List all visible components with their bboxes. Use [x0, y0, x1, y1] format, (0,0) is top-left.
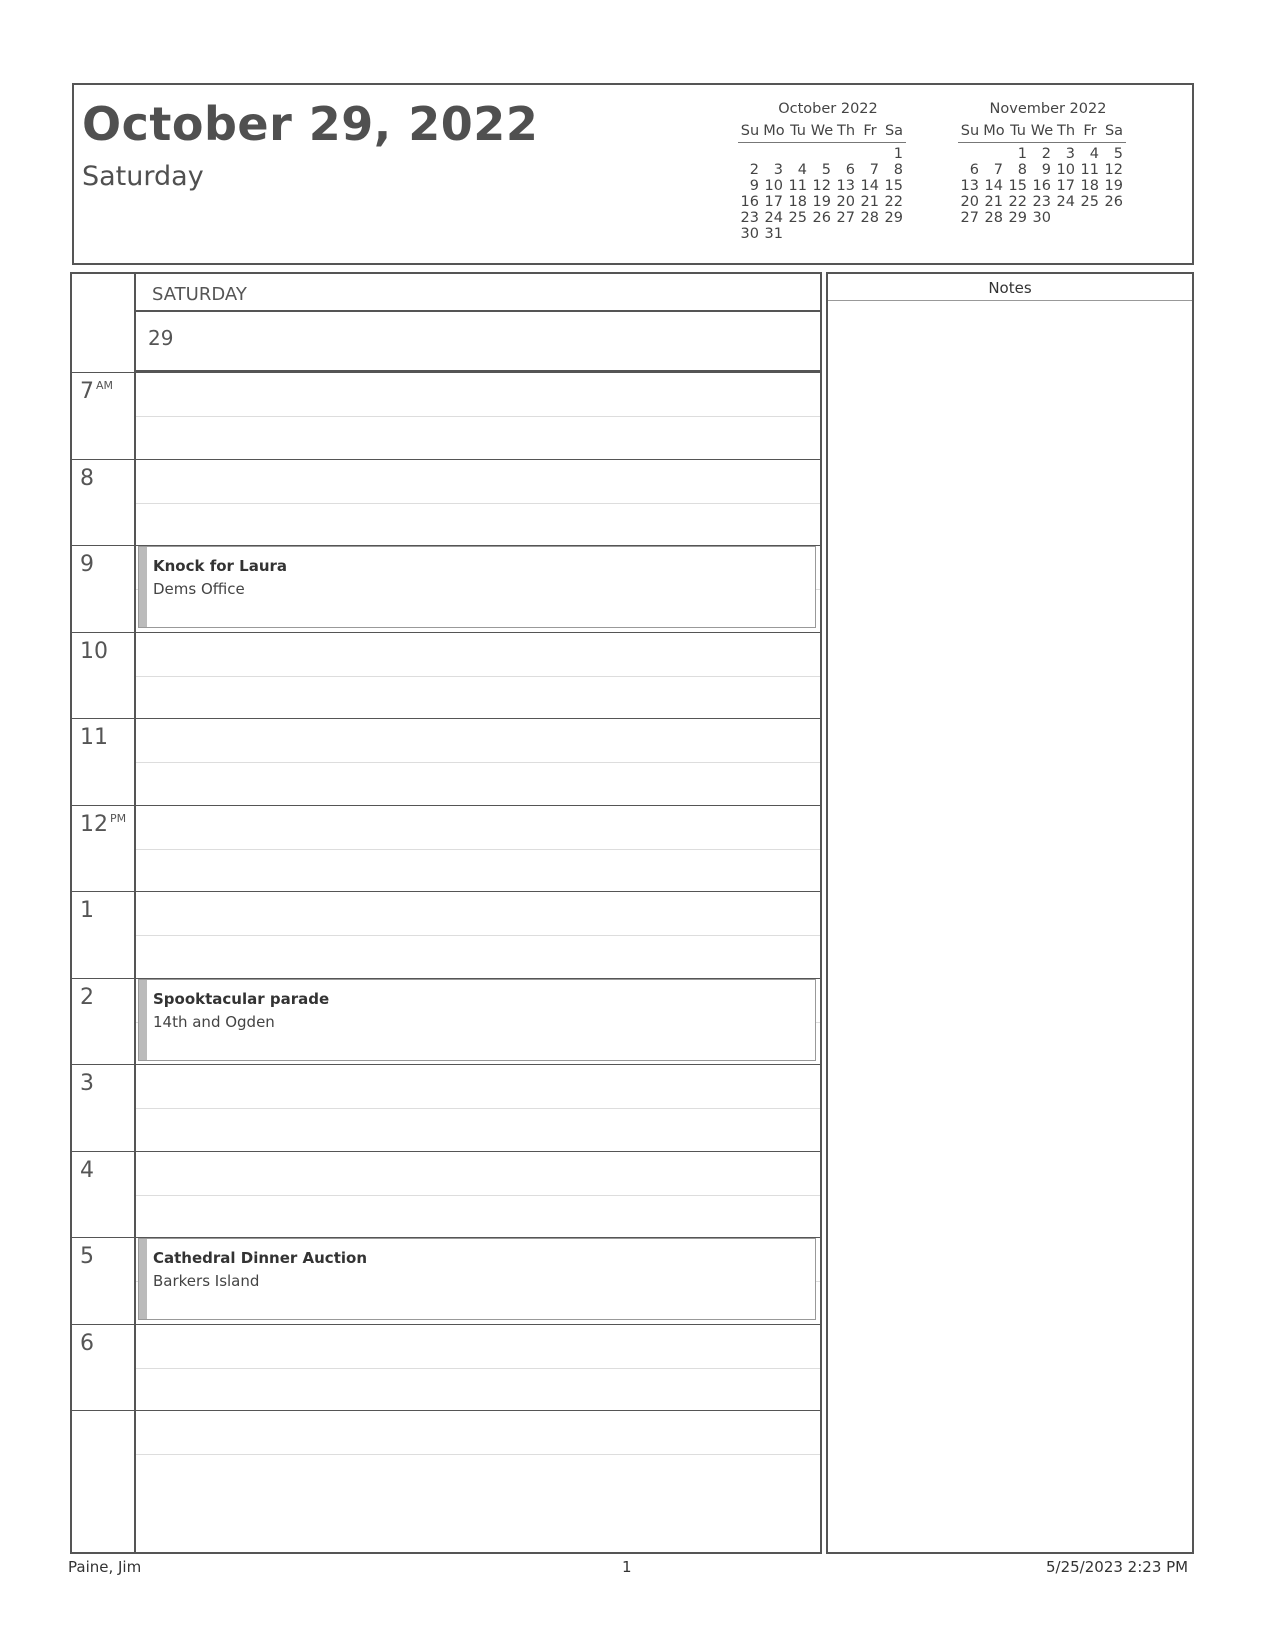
mini-calendar-day	[1078, 210, 1102, 226]
mini-calendar-day[interactable]: 10	[764, 178, 783, 194]
hour-number: 11	[80, 725, 108, 750]
mini-calendar-day[interactable]: 25	[788, 210, 807, 226]
mini-calendar-day	[762, 146, 786, 162]
hour-label	[80, 812, 130, 837]
mini-calendar-day[interactable]: 7	[869, 162, 879, 178]
mini-calendar-title: October 2022	[778, 101, 878, 117]
hour-slot[interactable]	[72, 1151, 820, 1238]
mini-calendar-day[interactable]: 18	[788, 194, 807, 210]
hour-slot[interactable]	[72, 1064, 820, 1151]
event-color-bar	[139, 980, 147, 1060]
hour-label	[80, 639, 130, 664]
mini-calendar-day[interactable]: 14	[860, 178, 879, 194]
half-hour-divider	[136, 503, 820, 504]
mini-calendar-october	[738, 101, 918, 242]
mini-calendar-day-header: Tu	[786, 123, 810, 143]
mini-calendar-day[interactable]: 30	[740, 226, 759, 242]
event-color-bar	[139, 547, 147, 627]
mini-calendar-day-header: Sa	[882, 123, 906, 143]
mini-calendar-day[interactable]: 29	[1008, 210, 1027, 226]
hour-number: 9	[80, 552, 94, 577]
hour-label	[80, 898, 130, 923]
mini-calendar-day[interactable]: 9	[1041, 162, 1051, 178]
mini-calendar-day-header: Su	[958, 123, 982, 143]
mini-calendar-day[interactable]: 24	[1056, 194, 1075, 210]
mini-calendar-day[interactable]: 15	[884, 178, 903, 194]
mini-calendar-day[interactable]: 27	[836, 210, 855, 226]
day-column-header	[136, 274, 820, 372]
mini-calendar-day[interactable]: 27	[960, 210, 979, 226]
hour-number: 10	[80, 638, 108, 664]
hour-label	[80, 1417, 130, 1442]
mini-calendar-day[interactable]: 21	[860, 194, 879, 210]
mini-calendar-day[interactable]: 30	[1032, 210, 1051, 226]
hour-slot[interactable]	[72, 1410, 820, 1497]
footer-owner: Paine, Jim	[68, 1558, 142, 1576]
mini-calendar-day	[982, 146, 1006, 162]
hour-slot[interactable]	[72, 372, 820, 459]
hour-number: 3	[80, 1071, 94, 1096]
mini-calendar-day[interactable]: 12	[812, 178, 831, 194]
mini-calendar-day[interactable]: 16	[1032, 178, 1051, 194]
mini-calendar-grid	[738, 123, 918, 242]
mini-calendar-day[interactable]: 31	[764, 226, 783, 242]
mini-calendar-day	[786, 226, 810, 242]
event-title: Spooktacular parade	[153, 989, 330, 1008]
mini-calendar-day-header: Fr	[858, 123, 882, 143]
mini-calendar-day[interactable]: 28	[860, 210, 879, 226]
mini-calendar-title: November 2022	[989, 101, 1107, 117]
mini-calendar-day[interactable]: 20	[836, 194, 855, 210]
hour-meridiem: PM	[110, 811, 127, 825]
calendar-event[interactable]	[138, 979, 816, 1061]
mini-calendar-day[interactable]: 13	[836, 178, 855, 194]
half-hour-divider	[136, 416, 820, 417]
hour-number: 7	[80, 379, 94, 404]
mini-calendar-day[interactable]: 25	[1080, 194, 1099, 210]
half-hour-divider	[136, 1454, 820, 1455]
hour-slot[interactable]	[72, 805, 820, 892]
mini-calendar-day	[834, 226, 858, 242]
mini-calendar-day	[958, 146, 982, 162]
mini-calendar-day[interactable]: 6	[969, 162, 979, 178]
hour-label	[80, 725, 130, 750]
half-hour-divider	[136, 935, 820, 936]
hour-number: 5	[80, 1244, 94, 1269]
mini-calendar-day[interactable]: 8	[1017, 162, 1027, 178]
mini-calendar-day[interactable]: 3	[773, 162, 783, 178]
mini-calendar-day[interactable]: 5	[821, 162, 831, 178]
mini-calendar-day[interactable]: 23	[1032, 194, 1051, 210]
notes-panel[interactable]	[826, 272, 1194, 1554]
mini-calendar-day[interactable]: 11	[1080, 162, 1099, 178]
mini-calendar-day-header: Th	[1054, 123, 1078, 143]
calendar-event[interactable]	[138, 1238, 816, 1320]
mini-calendar-november	[958, 101, 1138, 226]
mini-calendar-day	[834, 146, 858, 162]
mini-calendar-day-header: We	[1030, 123, 1054, 143]
mini-calendar-day-header: Th	[834, 123, 858, 143]
mini-calendar-day[interactable]: 7	[993, 162, 1003, 178]
hour-label	[80, 379, 130, 404]
event-location: Dems Office	[153, 580, 245, 598]
hour-meridiem: AM	[96, 379, 114, 392]
mini-calendar-day[interactable]: 15	[1008, 178, 1027, 194]
half-hour-divider	[136, 676, 820, 677]
footer-print-timestamp: 5/25/2023 2:23 PM	[1046, 1558, 1189, 1576]
mini-calendar-day[interactable]: 13	[960, 178, 979, 194]
hour-label	[80, 466, 130, 491]
hour-label	[80, 1331, 130, 1356]
mini-calendar-day	[1102, 210, 1126, 226]
hour-slot[interactable]	[72, 1324, 820, 1411]
mini-calendar-day[interactable]: 12	[1104, 162, 1123, 178]
event-location: 14th and Ogden	[153, 1012, 275, 1031]
mini-calendar-day[interactable]: 6	[845, 162, 855, 178]
mini-calendar-day[interactable]: 26	[1104, 194, 1123, 210]
mini-calendar-day	[858, 146, 882, 162]
mini-calendar-day-header: We	[810, 123, 834, 143]
mini-calendar-day	[810, 146, 834, 162]
mini-calendar-day[interactable]: 22	[884, 194, 903, 210]
mini-calendar-day[interactable]: 10	[1056, 162, 1075, 178]
mini-calendar-day	[786, 146, 810, 162]
mini-calendar-day-header: Tu	[1006, 123, 1030, 143]
event-title: Knock for Laura	[153, 557, 288, 575]
half-hour-divider	[136, 762, 820, 763]
mini-calendar-grid	[958, 123, 1138, 226]
mini-calendar-day	[810, 226, 834, 242]
page-title: October 29, 2022	[82, 97, 539, 151]
hour-number: 8	[80, 465, 94, 491]
mini-calendar-day-header: Mo	[982, 123, 1006, 143]
event-location: Barkers Island	[153, 1272, 260, 1290]
hour-label	[80, 985, 130, 1010]
half-hour-divider	[136, 849, 820, 850]
mini-calendar-day[interactable]: 18	[1080, 178, 1099, 194]
mini-calendar-day[interactable]: 11	[788, 178, 807, 194]
mini-calendar-day-header: Fr	[1078, 123, 1102, 143]
mini-calendar-day[interactable]: 23	[740, 210, 759, 226]
mini-calendar-day	[858, 226, 882, 242]
day-number-label: 29	[136, 312, 820, 372]
hour-number: 12	[80, 811, 108, 837]
mini-calendar-day[interactable]: 3	[1065, 146, 1075, 162]
mini-calendar-day[interactable]: 19	[1104, 178, 1123, 194]
calendar-event[interactable]	[138, 546, 816, 628]
event-title: Cathedral Dinner Auction	[153, 1249, 367, 1267]
mini-calendar-day[interactable]: 4	[1089, 146, 1099, 162]
hour-slot[interactable]	[72, 891, 820, 978]
mini-calendar-day-header: Sa	[1102, 123, 1126, 143]
date-header	[72, 83, 1194, 265]
mini-calendar-day[interactable]: 22	[1008, 194, 1027, 210]
mini-calendar-day-header: Mo	[762, 123, 786, 143]
hour-slot[interactable]	[72, 718, 820, 805]
day-name-label: SATURDAY	[136, 274, 820, 312]
mini-calendar-day[interactable]: 29	[884, 210, 903, 226]
notes-title: Notes	[828, 274, 1192, 301]
mini-calendar-day	[1054, 210, 1078, 226]
hour-label	[80, 1158, 130, 1183]
event-color-bar	[139, 1239, 147, 1319]
mini-calendar-day[interactable]: 8	[893, 162, 903, 178]
mini-calendar-day[interactable]: 21	[984, 194, 1003, 210]
mini-calendar-day[interactable]: 17	[764, 194, 783, 210]
mini-calendar-day	[738, 146, 762, 162]
mini-calendar-day[interactable]: 5	[1113, 146, 1123, 162]
footer-page-number: 1	[622, 1558, 632, 1576]
weekday-subtitle: Saturday	[82, 161, 204, 192]
mini-calendar-day[interactable]: 17	[1056, 178, 1075, 194]
hour-slot[interactable]	[72, 459, 820, 546]
mini-calendar-day[interactable]: 20	[960, 194, 979, 210]
mini-calendar-day[interactable]: 16	[740, 194, 759, 210]
mini-calendar-day	[882, 226, 906, 242]
mini-calendar-day[interactable]: 28	[984, 210, 1003, 226]
mini-calendar-day[interactable]: 1	[893, 146, 903, 162]
mini-calendar-day[interactable]: 4	[797, 162, 807, 178]
half-hour-divider	[136, 1108, 820, 1109]
hour-label	[80, 552, 130, 577]
hour-number: 4	[80, 1157, 94, 1183]
hour-label	[80, 1244, 130, 1269]
mini-calendar-day[interactable]: 2	[1041, 146, 1051, 162]
mini-calendar-day[interactable]: 19	[812, 194, 831, 210]
mini-calendar-day[interactable]: 9	[749, 178, 759, 194]
hour-slot[interactable]	[72, 632, 820, 719]
day-schedule	[70, 272, 822, 1554]
mini-calendar-day[interactable]: 14	[984, 178, 1003, 194]
hour-label	[80, 1071, 130, 1096]
mini-calendar-day-header: Su	[738, 123, 762, 143]
mini-calendar-day[interactable]: 24	[764, 210, 783, 226]
mini-calendar-day[interactable]: 26	[812, 210, 831, 226]
half-hour-divider	[136, 1368, 820, 1369]
hour-number: 6	[80, 1330, 94, 1356]
hour-number: 1	[80, 898, 94, 923]
mini-calendar-day[interactable]: 2	[749, 162, 759, 178]
mini-calendar-day[interactable]: 1	[1017, 146, 1027, 162]
half-hour-divider	[136, 1195, 820, 1196]
hour-number: 2	[80, 984, 94, 1010]
